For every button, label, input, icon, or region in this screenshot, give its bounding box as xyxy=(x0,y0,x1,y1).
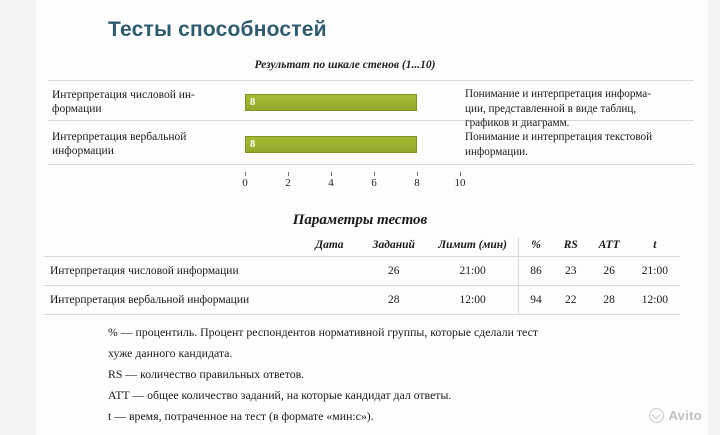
desc-line3: графиков и диаграмм. xyxy=(465,117,570,129)
params-section-title: Параметры тестов xyxy=(292,212,428,228)
chart-row-label-line1: Интерпретация числовой ин- xyxy=(52,89,195,101)
desc-line1: Понимание и интерпретация текстовой xyxy=(465,131,653,143)
cell-name: Интерпретация числовой информации xyxy=(44,257,299,286)
chart-row-description xyxy=(465,130,703,159)
col-header-att: ATT xyxy=(589,237,630,257)
col-header-rs: RS xyxy=(553,237,589,257)
cell-time: 12:00 xyxy=(630,286,680,315)
cell-percentile: 86 xyxy=(519,257,554,286)
axis-tick-label: 2 xyxy=(285,177,291,189)
axis-tick-label: 10 xyxy=(454,177,466,189)
params-table xyxy=(44,237,680,315)
cell-limit: 12:00 xyxy=(427,286,518,315)
legend-notes xyxy=(108,325,638,430)
chart-row-label xyxy=(52,88,252,116)
cell-limit: 21:00 xyxy=(427,257,518,286)
bar-verbal-information: 8 xyxy=(245,136,417,153)
table-row xyxy=(44,257,680,286)
cell-percentile: 94 xyxy=(519,286,554,315)
watermark xyxy=(649,408,702,423)
cell-time: 21:00 xyxy=(630,257,680,286)
axis-tick-label: 4 xyxy=(328,177,334,189)
chart-row-label xyxy=(52,130,252,158)
col-header-percentile: % xyxy=(519,237,554,257)
axis-tick-label: 8 xyxy=(414,177,420,189)
col-header-limit: Лимит (мин) xyxy=(427,237,518,257)
note-line: t — время, потраченное на тест (в формате «мин:с»). xyxy=(108,409,374,423)
note-line: RS — количество правильных ответов. xyxy=(108,367,305,381)
desc-line1: Понимание и интерпретация информа- xyxy=(465,88,651,100)
axis-tick-label: 6 xyxy=(371,177,377,189)
chart-row-label-line1: Интерпретация вербальной xyxy=(52,131,187,143)
col-header-tasks: Заданий xyxy=(360,237,427,257)
cell-tasks: 26 xyxy=(360,257,427,286)
bar-area xyxy=(245,80,460,164)
note-line: хуже данного кандидата. xyxy=(108,346,233,360)
divider-bottom xyxy=(48,164,694,165)
cell-att: 26 xyxy=(589,257,630,286)
watermark-label: Avito xyxy=(668,408,702,423)
cell-name: Интерпретация вербальной информации xyxy=(44,286,299,315)
page-title: Тесты способностей xyxy=(108,18,327,41)
col-header-date: Дата xyxy=(299,237,361,257)
desc-line2: ции, представленной в виде таблиц, xyxy=(465,102,637,115)
chart-x-axis xyxy=(242,172,466,194)
cell-tasks: 28 xyxy=(360,286,427,315)
cell-date xyxy=(299,286,361,315)
col-header-time: t xyxy=(630,237,680,257)
avito-logo-icon xyxy=(649,408,664,423)
cell-date xyxy=(299,257,361,286)
cell-rs: 22 xyxy=(553,286,589,315)
chart-row-label-line2: информации xyxy=(52,145,114,157)
cell-rs: 23 xyxy=(553,257,589,286)
chart-caption: Результат по шкале стенов (1...10) xyxy=(254,59,436,71)
col-header-name xyxy=(44,237,299,257)
chart-row-description xyxy=(465,87,703,131)
axis-tick-label: 0 xyxy=(242,177,248,189)
table-header-row xyxy=(44,237,680,257)
note-line: ATT — общее количество заданий, на которые кандидат дал ответы. xyxy=(108,388,452,402)
chart-row-label-line2: формации xyxy=(52,103,102,115)
bar-numeric-information: 8 xyxy=(245,94,417,111)
desc-line2: информации. xyxy=(465,145,528,158)
note-line: % — процентиль. Процент респондентов нормативной группы, которые сделали тест xyxy=(108,325,538,339)
cell-att: 28 xyxy=(589,286,630,315)
table-row xyxy=(44,286,680,315)
abilities-chart xyxy=(40,80,708,200)
